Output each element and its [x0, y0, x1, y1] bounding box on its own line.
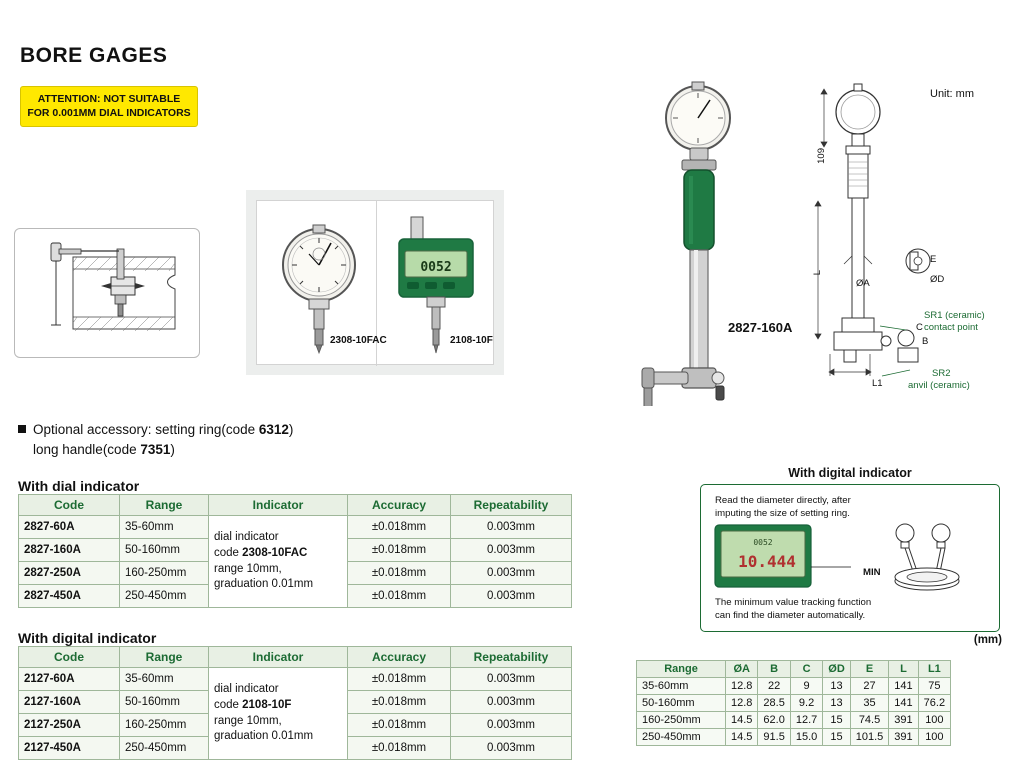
dim-L1-label: L1	[872, 378, 883, 389]
attention-badge	[20, 86, 198, 127]
cell-accuracy: ±0.018mm	[348, 737, 451, 760]
dims-cell-oa: 14.5	[726, 712, 758, 729]
dims-cell-od: 13	[823, 678, 851, 695]
note-1-prefix: Optional accessory: setting ring(code	[33, 422, 259, 437]
note-1-code: 6312	[258, 422, 289, 437]
dim-L-label: L	[812, 270, 823, 276]
dims-cell-c: 12.7	[790, 712, 822, 729]
dimension-drawing	[810, 76, 1010, 406]
digital-indicator-table	[18, 646, 572, 760]
attention-line-2: FOR 0.001MM DIAL INDICATORS	[27, 107, 191, 120]
sr1-label-line2: contact point	[924, 322, 978, 333]
dims-cell-c: 9.2	[790, 695, 822, 712]
indicator-desc-l4: graduation 0.01mm	[214, 730, 314, 743]
table-header-row	[637, 661, 951, 678]
lcd-main-value: 10.444	[738, 552, 796, 571]
digital-box-bottom-l2: can find the diameter automatically.	[715, 609, 866, 621]
table-row	[19, 516, 572, 539]
dims-cell-l1: 76.2	[918, 695, 950, 712]
dial-indicator-table	[18, 494, 572, 608]
cell-range: 50-160mm	[120, 539, 209, 562]
dims-cell-l: 141	[889, 678, 918, 695]
dims-cell-oa: 12.8	[726, 678, 758, 695]
col-indicator: Indicator	[209, 495, 348, 516]
dims-col-l1: L1	[918, 661, 950, 678]
cell-repeatability: 0.003mm	[451, 539, 572, 562]
cell-accuracy: ±0.018mm	[348, 516, 451, 539]
application-illustration	[14, 228, 200, 358]
digital-box-title: With digital indicator	[788, 466, 912, 480]
indicator-desc-l2-prefix: code	[214, 698, 243, 711]
table-row	[637, 712, 951, 729]
cell-repeatability: 0.003mm	[451, 562, 572, 585]
table-row	[637, 678, 951, 695]
note-2-prefix: long handle(code	[33, 442, 141, 458]
col-repeatability: Repeatability	[451, 647, 572, 668]
dim-OD-label: ØD	[930, 274, 945, 285]
cell-code: 2127-60A	[19, 668, 120, 691]
cell-range: 160-250mm	[120, 562, 209, 585]
dims-cell-b: 91.5	[758, 729, 790, 746]
unit-label: Unit: mm	[930, 88, 974, 100]
cell-accuracy: ±0.018mm	[348, 562, 451, 585]
bore-gage-photo	[620, 76, 820, 406]
digital-box-bottom-l1: The minimum value tracking function	[715, 597, 872, 608]
note-1-suffix: )	[288, 422, 294, 437]
sr2-label-line1: SR2	[932, 368, 951, 379]
cell-code: 2827-250A	[19, 562, 120, 585]
min-label: MIN	[863, 567, 881, 578]
dims-cell-oa: 14.5	[726, 729, 758, 746]
application-drawing	[15, 229, 199, 357]
dims-cell-range: 250-450mm	[637, 729, 726, 746]
dims-col-c: C	[790, 661, 822, 678]
dims-cell-b: 62.0	[758, 712, 790, 729]
cell-range: 250-450mm	[120, 737, 209, 760]
cell-code: 2127-160A	[19, 691, 120, 714]
cell-repeatability: 0.003mm	[451, 516, 572, 539]
indicator-desc-l2-prefix: code	[214, 546, 243, 559]
dims-cell-e: 27	[850, 678, 889, 695]
dim-B-label: B	[922, 336, 929, 347]
attention-line-1: ATTENTION: NOT SUITABLE	[37, 93, 181, 105]
cell-accuracy: ±0.018mm	[348, 585, 451, 608]
dims-cell-b: 28.5	[758, 695, 790, 712]
cell-accuracy: ±0.018mm	[348, 539, 451, 562]
table-header-row	[19, 495, 572, 516]
note-line-2	[33, 440, 293, 460]
dims-cell-oa: 12.8	[726, 695, 758, 712]
col-code: Code	[19, 647, 120, 668]
cell-repeatability: 0.003mm	[451, 668, 572, 691]
dimensions-table	[636, 660, 951, 746]
col-accuracy: Accuracy	[348, 495, 451, 516]
page-title: BORE GAGES	[20, 44, 168, 67]
indicator-desc-l2	[214, 546, 342, 562]
cell-repeatability: 0.003mm	[451, 691, 572, 714]
dims-col-od: ØD	[823, 661, 851, 678]
indicator-desc-l2-code: 2308-10FAC	[242, 546, 308, 559]
cell-range: 160-250mm	[120, 714, 209, 737]
indicator-photo-inner	[256, 200, 494, 365]
dims-cell-c: 15.0	[790, 729, 822, 746]
cell-code: 2127-450A	[19, 737, 120, 760]
dims-cell-range: 50-160mm	[637, 695, 726, 712]
dial-indicator-photo-label: 2308-10FAC	[330, 335, 387, 346]
gage-model-label: 2827-160A	[728, 320, 793, 335]
digital-box-top-l2: imputing the size of setting ring.	[715, 507, 850, 519]
dims-cell-od: 15	[823, 712, 851, 729]
dims-col-range: Range	[637, 661, 726, 678]
note-line-1	[18, 420, 293, 440]
col-range: Range	[120, 647, 209, 668]
cell-code: 2127-250A	[19, 714, 120, 737]
dim-C-label: C	[916, 322, 923, 333]
cell-repeatability: 0.003mm	[451, 585, 572, 608]
note-2-code: 7351	[140, 442, 171, 458]
lcd-sub-value: 0052	[753, 538, 773, 547]
cell-range: 250-450mm	[120, 585, 209, 608]
dim-E-label: E	[930, 254, 937, 265]
cell-accuracy: ±0.018mm	[348, 691, 451, 714]
dims-cell-l1: 100	[918, 712, 950, 729]
digital-table-heading: With digital indicator	[18, 630, 157, 646]
dims-cell-b: 22	[758, 678, 790, 695]
cell-accuracy: ±0.018mm	[348, 668, 451, 691]
indicator-desc-l3: range 10mm,	[214, 714, 282, 727]
table-header-row	[19, 647, 572, 668]
digital-box-top-text	[715, 495, 965, 521]
digital-box-top-l1: Read the diameter directly, after	[715, 495, 851, 506]
dims-col-e: E	[850, 661, 889, 678]
dims-cell-c: 9	[790, 678, 822, 695]
cell-repeatability: 0.003mm	[451, 737, 572, 760]
cell-indicator-desc	[209, 668, 348, 760]
indicator-desc-l2	[214, 698, 342, 714]
cell-range: 50-160mm	[120, 691, 209, 714]
cell-code: 2827-60A	[19, 516, 120, 539]
digital-readout-illustration	[709, 521, 993, 593]
dim-OA-label: ØA	[856, 278, 870, 289]
cell-range: 35-60mm	[120, 516, 209, 539]
sr1-label-line1: SR1 (ceramic)	[924, 310, 985, 321]
digital-indicator-photo-label: 2108-10F	[450, 335, 493, 346]
dims-cell-l: 141	[889, 695, 918, 712]
dims-cell-range: 35-60mm	[637, 678, 726, 695]
dims-col-l: L	[889, 661, 918, 678]
cell-indicator-desc	[209, 516, 348, 608]
cell-code: 2827-450A	[19, 585, 120, 608]
cell-repeatability: 0.003mm	[451, 714, 572, 737]
indicator-desc-l1: dial indicator	[214, 683, 279, 696]
indicator-desc-l1: dial indicator	[214, 531, 279, 544]
dims-cell-e: 101.5	[850, 729, 889, 746]
col-code: Code	[19, 495, 120, 516]
col-range: Range	[120, 495, 209, 516]
indicator-desc-l3: range 10mm,	[214, 562, 282, 575]
table-row	[637, 695, 951, 712]
dims-cell-l: 391	[889, 712, 918, 729]
dims-cell-e: 35	[850, 695, 889, 712]
dim-109-label: 109	[816, 148, 827, 164]
table-row	[637, 729, 951, 746]
mm-unit-label: (mm)	[973, 634, 1002, 646]
dims-cell-od: 15	[823, 729, 851, 746]
cell-code: 2827-160A	[19, 539, 120, 562]
digital-box-bottom-text	[715, 597, 985, 623]
note-2-suffix: )	[170, 442, 175, 458]
dims-col-oa: ØA	[726, 661, 758, 678]
col-repeatability: Repeatability	[451, 495, 572, 516]
table-row	[19, 668, 572, 691]
svg-text:0052: 0052	[420, 260, 452, 275]
dims-cell-l: 391	[889, 729, 918, 746]
optional-accessory-notes	[18, 420, 293, 461]
indicator-desc-l4: graduation 0.01mm	[214, 578, 314, 591]
dims-col-b: B	[758, 661, 790, 678]
digital-explainer-box	[700, 484, 1000, 632]
indicator-photo-panel	[246, 190, 504, 375]
sr2-label-line2: anvil (ceramic)	[908, 380, 970, 391]
dims-cell-e: 74.5	[850, 712, 889, 729]
dial-table-heading: With dial indicator	[18, 478, 140, 494]
indicator-desc-l2-code: 2108-10F	[242, 698, 292, 711]
cell-range: 35-60mm	[120, 668, 209, 691]
dims-cell-l1: 100	[918, 729, 950, 746]
dims-cell-range: 160-250mm	[637, 712, 726, 729]
dims-cell-od: 13	[823, 695, 851, 712]
dims-cell-l1: 75	[918, 678, 950, 695]
col-accuracy: Accuracy	[348, 647, 451, 668]
col-indicator: Indicator	[209, 647, 348, 668]
cell-accuracy: ±0.018mm	[348, 714, 451, 737]
square-bullet-icon	[18, 425, 26, 433]
